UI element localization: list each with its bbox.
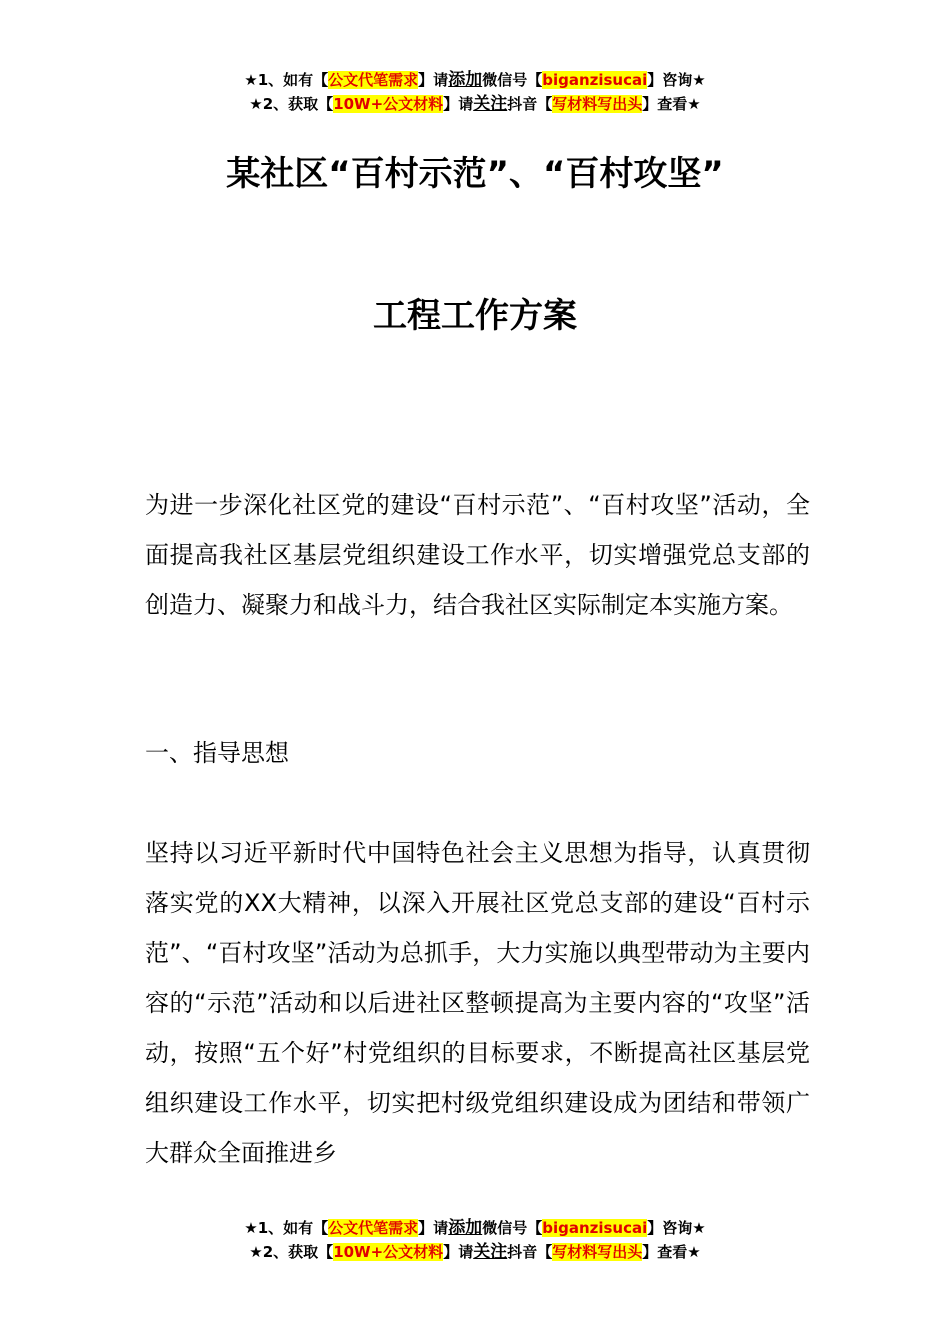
- banner-emphasis: 添加: [448, 70, 483, 90]
- banner-line-2: [0, 1240, 950, 1264]
- banner-text: ★2、获取【: [249, 95, 334, 113]
- banner-text: 】查看★: [642, 1243, 701, 1261]
- banner-text: 微信号【: [482, 71, 543, 89]
- banner-text: 】请: [418, 1219, 449, 1237]
- banner-text: 抖音【: [507, 95, 553, 113]
- banner-text: 】查看★: [642, 95, 701, 113]
- banner-highlight: 10W+公文材料: [333, 95, 444, 113]
- intro-paragraph: 为进一步深化社区党的建设“百村示范”、“百村攻坚”活动，全面提高我社区基层党组织建设工作水平，切实增强党总支部的创造力、凝聚力和战斗力，结合我社区实际制定本实施方案。: [145, 491, 810, 619]
- banner-text: 】请: [418, 71, 449, 89]
- banner-line-2: [0, 92, 950, 116]
- banner-text: 】咨询★: [647, 71, 706, 89]
- banner-text: 】请: [443, 1243, 474, 1261]
- banner-highlight: 写材料写出头: [552, 95, 643, 113]
- banner-highlight: biganzisucai: [542, 1219, 648, 1237]
- banner-text: 抖音【: [507, 1243, 553, 1261]
- section-heading: 一、指导思想: [145, 739, 289, 767]
- banner-text: 】咨询★: [647, 1219, 706, 1237]
- banner-highlight: 写材料写出头: [552, 1243, 643, 1261]
- banner-highlight: 公文代笔需求: [328, 71, 419, 89]
- top-promo-banner: [0, 68, 950, 116]
- section-paragraph: 坚持以习近平新时代中国特色社会主义思想为指导，认真贯彻落实党的XX大精神，以深入开展社区党总支部的建设“百村示范”、“百村攻坚”活动为总抓手，大力实施以典型带动为主要内容的“示范”活动和以后进社区整顿提高为主要内容的“攻坚”活动，按照“五个好”村党组织的目标要求，不断提高社区基层党组织建设工作水平，切实把村级党组织建设成为团结和带领广大群众全面推进乡: [145, 839, 810, 1167]
- banner-text: 微信号【: [482, 1219, 543, 1237]
- banner-text: ★1、如有【: [244, 71, 329, 89]
- banner-highlight: biganzisucai: [542, 71, 648, 89]
- banner-text: 】请: [443, 95, 474, 113]
- banner-highlight: 公文代笔需求: [328, 1219, 419, 1237]
- banner-line-1: [0, 1216, 950, 1240]
- document-title-line-1: 某社区“百村示范”、“百村攻坚”: [226, 154, 724, 194]
- banner-text: ★2、获取【: [249, 1243, 334, 1261]
- banner-emphasis: 关注: [473, 94, 508, 114]
- banner-text: ★1、如有【: [244, 1219, 329, 1237]
- banner-emphasis: 关注: [473, 1242, 508, 1262]
- document-title-line-2: 工程工作方案: [373, 296, 577, 336]
- banner-highlight: 10W+公文材料: [333, 1243, 444, 1261]
- banner-line-1: [0, 68, 950, 92]
- banner-emphasis: 添加: [448, 1218, 483, 1238]
- bottom-promo-banner: [0, 1216, 950, 1264]
